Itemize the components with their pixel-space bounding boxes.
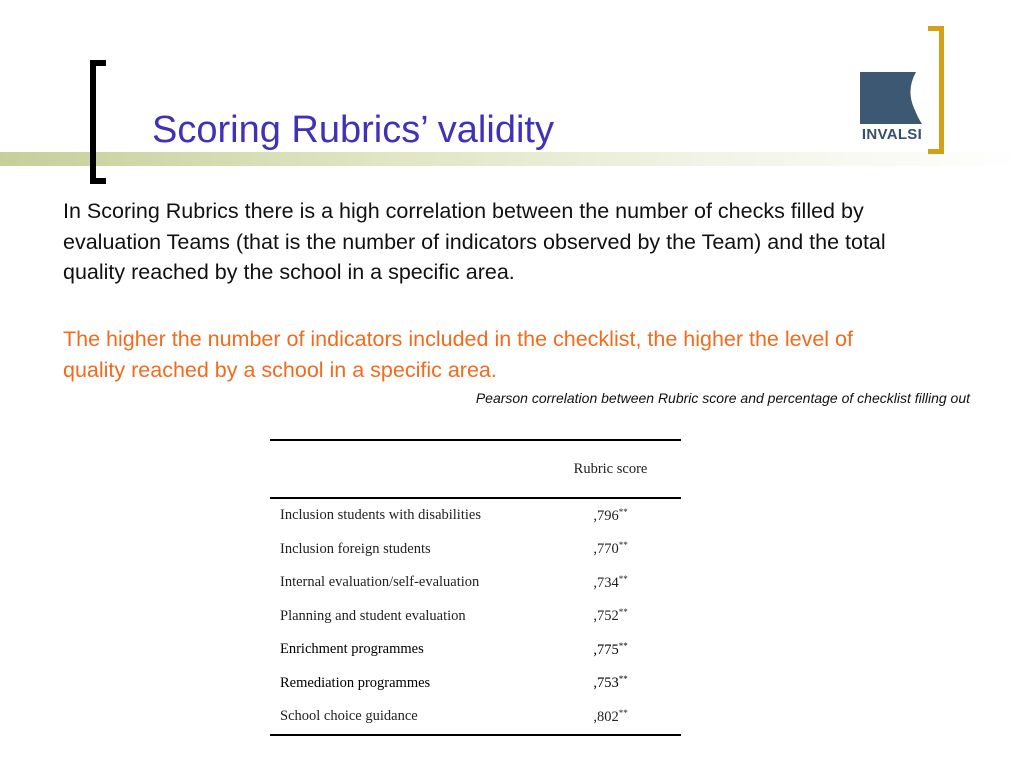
- correlation-value: ,753: [593, 675, 619, 692]
- correlation-value: ,770: [593, 541, 619, 558]
- table-row: [270, 633, 681, 667]
- table-row: [270, 566, 681, 600]
- table-row: [270, 700, 681, 735]
- table-header-score: Rubric score: [573, 460, 648, 477]
- significance-marker: **: [618, 674, 628, 685]
- row-value: [540, 700, 681, 735]
- correlation-value: ,775: [593, 641, 619, 658]
- row-label: Planning and student evaluation: [280, 607, 466, 624]
- row-value: [540, 498, 681, 533]
- row-label: Remediation programmes: [280, 674, 431, 691]
- table-row: [270, 667, 681, 701]
- logo-text: INVALSI: [861, 126, 923, 143]
- correlation-value: ,752: [593, 608, 619, 625]
- significance-marker: **: [618, 540, 628, 551]
- left-bracket-decoration: [90, 60, 106, 184]
- row-value: [540, 600, 681, 634]
- row-label: Enrichment programmes: [280, 641, 424, 658]
- row-value: [540, 633, 681, 667]
- significance-marker: **: [618, 607, 628, 618]
- logo-wave-icon: [858, 68, 926, 126]
- row-label: Inclusion students with disabilities: [280, 507, 481, 524]
- table-caption: Pearson correlation between Rubric score and percentage of checklist filling out: [475, 390, 970, 406]
- right-bracket-decoration: [928, 26, 944, 154]
- invalsi-logo: [858, 68, 926, 150]
- significance-marker: **: [618, 573, 628, 584]
- row-label: School choice guidance: [280, 708, 418, 725]
- correlation-table: [270, 439, 681, 736]
- table-row: [270, 498, 681, 533]
- row-label: Internal evaluation/self-evaluation: [280, 574, 480, 591]
- table-row: [270, 533, 681, 567]
- correlation-value: ,796: [593, 507, 619, 524]
- correlation-value: ,734: [593, 574, 619, 591]
- table-header-label: [270, 440, 540, 498]
- row-label: Inclusion foreign students: [280, 540, 431, 557]
- significance-marker: **: [618, 506, 628, 517]
- correlation-value: ,802: [593, 708, 619, 725]
- significance-marker: **: [618, 640, 628, 651]
- body-paragraph: In Scoring Rubrics there is a high correlation between the number of checks filled by evaluation Teams (that is the number of indicators observed by the Team) and the total quality reached by the school in a specific area.: [63, 199, 886, 284]
- row-value: [540, 566, 681, 600]
- slide-title: Scoring Rubrics’ validity: [152, 109, 554, 151]
- table-header-row: [270, 440, 681, 498]
- table-row: [270, 600, 681, 634]
- significance-marker: **: [618, 707, 628, 718]
- row-value: [540, 533, 681, 567]
- row-value: [540, 667, 681, 701]
- highlight-paragraph: The higher the number of indicators included in the checklist, the higher the level of quality reached by a school in a specific area.: [63, 327, 853, 382]
